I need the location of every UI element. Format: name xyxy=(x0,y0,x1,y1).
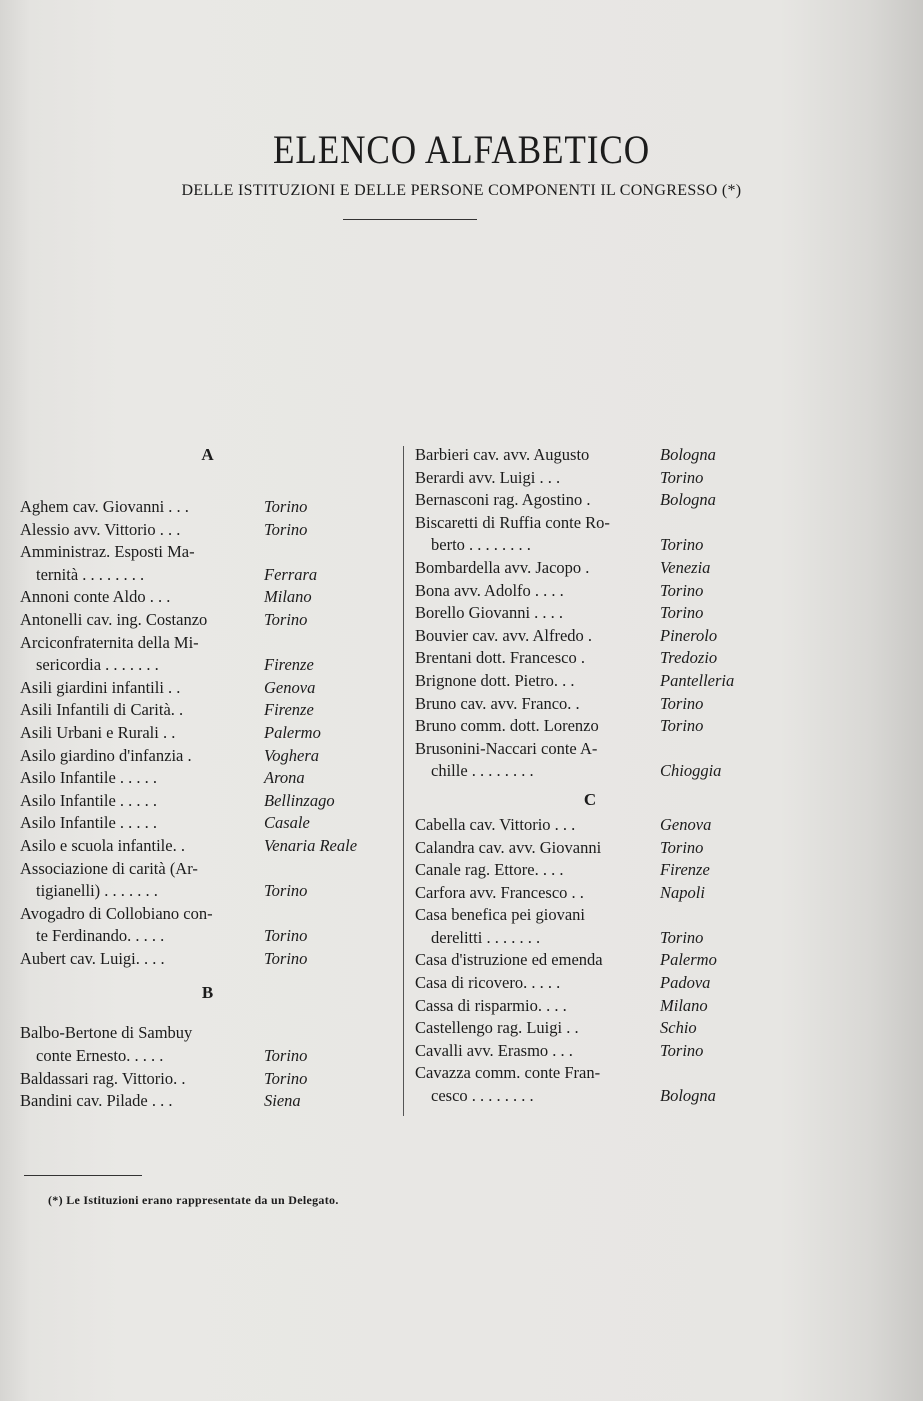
entry-name: Bona avv. Adolfo . . . . xyxy=(415,580,564,600)
entry-name: Cassa di risparmio. . . . xyxy=(415,995,567,1015)
entry-name: Arciconfraternita della Mi- xyxy=(20,632,199,652)
entry-place: Venaria Reale xyxy=(264,835,358,855)
entry-name: Asili giardini infantili . . xyxy=(20,677,181,697)
entry-name: Bernasconi rag. Agostino . xyxy=(415,490,591,510)
list-item xyxy=(415,467,765,490)
entry-place: Torino xyxy=(660,467,704,487)
entry-name: Barbieri cav. avv. Augusto xyxy=(415,445,590,464)
left-column xyxy=(20,440,395,1113)
entry-name: Casa di ricovero. . . . . xyxy=(415,973,561,993)
entry-name: Asili Urbani e Rurali . . xyxy=(20,722,176,742)
list-item xyxy=(415,760,765,783)
entry-place: Torino xyxy=(660,927,704,947)
list-item xyxy=(20,835,395,858)
list-item xyxy=(20,903,395,926)
list-item xyxy=(415,534,765,557)
entry-place: Schio xyxy=(660,1018,697,1038)
entry-place: Voghera xyxy=(264,745,319,765)
entry-place: Bellinzago xyxy=(264,790,335,810)
entry-place: Bologna xyxy=(660,490,716,510)
list-item xyxy=(415,444,765,467)
entry-place: Torino xyxy=(264,926,308,946)
footnote-rule xyxy=(24,1175,142,1176)
entry-name: Borello Giovanni . . . . xyxy=(415,603,564,623)
page-title: ELENCO ALFABETICO xyxy=(272,127,651,172)
list-item xyxy=(415,1062,765,1085)
entry-name: Associazione di carità (Ar- xyxy=(20,858,198,878)
entry-name: Avogadro di Collobiano con- xyxy=(20,903,213,923)
entry-name: Bombardella avv. Jacopo . xyxy=(415,557,590,577)
list-item xyxy=(20,790,395,813)
entry-name: Calandra cav. avv. Giovanni xyxy=(415,837,602,857)
list-item xyxy=(415,904,765,927)
entry-name: tigianelli) . . . . . . . xyxy=(36,881,158,901)
list-item xyxy=(20,519,395,542)
entry-name: Casa d'istruzione ed emenda xyxy=(415,950,603,970)
entry-place: Genova xyxy=(660,814,712,834)
entry-name: Asilo Infantile . . . . . xyxy=(20,790,158,810)
right-column xyxy=(415,444,765,1108)
list-item xyxy=(415,715,765,738)
entry-place: Arona xyxy=(264,768,305,788)
entry-name: Bruno cav. avv. Franco. . xyxy=(415,693,580,713)
entry-name: Castellengo rag. Luigi . . xyxy=(415,1018,579,1038)
entry-name: te Ferdinando. . . . . xyxy=(36,926,165,946)
page-subtitle: DELLE ISTITUZIONI E DELLE PERSONE COMPONENTI IL CONGRESSO (*) xyxy=(181,182,742,199)
list-item xyxy=(415,602,765,625)
list-item xyxy=(415,693,765,716)
entry-name: Biscaretti di Ruffia conte Ro- xyxy=(415,512,610,532)
section-letter-a: A xyxy=(201,445,214,464)
list-item xyxy=(20,1045,395,1068)
entry-name: Antonelli cav. ing. Costanzo xyxy=(20,609,208,629)
entry-place: Genova xyxy=(264,677,316,697)
list-item xyxy=(415,625,765,648)
list-item xyxy=(415,1085,765,1108)
section-letter-b: B xyxy=(201,983,214,1003)
entry-name: chille . . . . . . . . xyxy=(431,761,534,781)
entry-place: Torino xyxy=(660,535,704,555)
section-letter-c: C xyxy=(583,789,597,809)
entry-place: Napoli xyxy=(660,882,705,902)
entry-place: Padova xyxy=(660,973,711,993)
entry-name: Cavalli avv. Erasmo . . . xyxy=(415,1040,573,1060)
entry-name: Asilo e scuola infantile. . xyxy=(20,835,185,855)
entry-name: Alessio avv. Vittorio . . . xyxy=(20,519,181,539)
list-item xyxy=(20,541,395,564)
entry-place: Palermo xyxy=(660,950,717,970)
entry-place: Torino xyxy=(660,580,704,600)
list-item xyxy=(20,1090,395,1113)
list-item xyxy=(20,722,395,745)
list-item xyxy=(20,812,395,835)
entry-place: Torino xyxy=(660,693,704,713)
entry-name: Cavazza comm. conte Fran- xyxy=(415,1063,601,1083)
entry-name: Asili Infantili di Carità. . xyxy=(20,700,184,720)
list-item xyxy=(20,767,395,790)
entry-place: Torino xyxy=(264,609,308,629)
list-item xyxy=(415,995,765,1018)
entry-place: Torino xyxy=(660,603,704,623)
entry-place: Siena xyxy=(264,1091,301,1111)
entry-place: Torino xyxy=(660,837,704,857)
entry-place: Torino xyxy=(264,1068,308,1088)
entry-name: Aghem cav. Giovanni . . . xyxy=(20,497,189,516)
list-item xyxy=(20,654,395,677)
list-item xyxy=(20,632,395,655)
list-item xyxy=(20,564,395,587)
footnote: (*) Le Istituzioni erano rappresentate da un Delegato. xyxy=(48,1193,339,1207)
entry-name: derelitti . . . . . . . xyxy=(431,927,541,947)
title-rule xyxy=(343,219,477,220)
entry-name: Amministraz. Esposti Ma- xyxy=(20,542,195,562)
entry-name: cesco . . . . . . . . xyxy=(431,1086,534,1106)
list-item xyxy=(415,489,765,512)
list-item xyxy=(20,699,395,722)
entry-name: Bruno comm. dott. Lorenzo xyxy=(415,716,599,736)
entry-place: Torino xyxy=(264,1046,308,1066)
list-item xyxy=(415,670,765,693)
list-item xyxy=(20,880,395,903)
list-item xyxy=(415,949,765,972)
entry-name: conte Ernesto. . . . . xyxy=(36,1046,164,1066)
list-item xyxy=(20,1022,395,1045)
entry-name: Brignone dott. Pietro. . . xyxy=(415,670,575,690)
list-item xyxy=(20,496,395,519)
entry-place: Pantelleria xyxy=(660,670,735,690)
list-item xyxy=(20,925,395,948)
list-item xyxy=(20,745,395,768)
column-divider xyxy=(403,446,404,1116)
entry-place: Ferrara xyxy=(264,564,318,584)
entry-place: Torino xyxy=(660,716,704,736)
list-item xyxy=(20,609,395,632)
list-item xyxy=(415,580,765,603)
entry-place: Venezia xyxy=(660,557,711,577)
list-item xyxy=(415,512,765,535)
entry-name: berto . . . . . . . . xyxy=(431,535,531,555)
list-item xyxy=(20,948,395,971)
entry-place: Palermo xyxy=(264,722,321,742)
list-item xyxy=(415,1017,765,1040)
entry-place: Torino xyxy=(264,519,308,539)
entry-place: Torino xyxy=(264,881,308,901)
entry-place: Firenze xyxy=(264,700,314,720)
entry-place: Casale xyxy=(264,813,310,833)
entry-name: Brentani dott. Francesco . xyxy=(415,648,585,668)
entry-place: Firenze xyxy=(660,860,710,880)
list-item xyxy=(415,647,765,670)
entry-name: Bouvier cav. avv. Alfredo . xyxy=(415,625,593,645)
list-item xyxy=(415,882,765,905)
entry-name: Casa benefica pei giovani xyxy=(415,905,585,925)
list-item xyxy=(20,677,395,700)
entry-place: Milano xyxy=(660,995,708,1015)
entry-name: Berardi avv. Luigi . . . xyxy=(415,467,561,487)
entry-place: Torino xyxy=(264,497,308,516)
entry-name: Bandini cav. Pilade . . . xyxy=(20,1091,173,1111)
entry-name: Asilo giardino d'infanzia . xyxy=(20,745,192,765)
list-item xyxy=(415,1040,765,1063)
list-item xyxy=(20,586,395,609)
entry-place: Torino xyxy=(660,1040,704,1060)
list-item xyxy=(415,837,765,860)
entry-name: Aubert cav. Luigi. . . . xyxy=(20,948,165,968)
list-item xyxy=(415,557,765,580)
list-item xyxy=(415,859,765,882)
entry-place: Milano xyxy=(264,587,312,607)
entry-name: Cabella cav. Vittorio . . . xyxy=(415,814,576,834)
list-item xyxy=(415,927,765,950)
list-item xyxy=(20,1068,395,1091)
entry-name: Asilo Infantile . . . . . xyxy=(20,768,158,788)
entry-name: Asilo Infantile . . . . . xyxy=(20,813,158,833)
entry-name: Baldassari rag. Vittorio. . xyxy=(20,1068,186,1088)
entry-name: ternità . . . . . . . . xyxy=(36,564,145,584)
entry-place: Torino xyxy=(264,948,308,968)
entry-name: Balbo-Bertone di Sambuy xyxy=(20,1023,193,1043)
entry-place: Bologna xyxy=(660,1086,716,1106)
entry-place: Bologna xyxy=(660,445,716,464)
list-item xyxy=(20,858,395,881)
list-item xyxy=(415,738,765,761)
entry-place: Chioggia xyxy=(660,761,722,781)
entry-place: Firenze xyxy=(264,655,314,675)
list-item xyxy=(415,972,765,995)
entry-place: Pinerolo xyxy=(660,625,718,645)
entry-name: Annoni conte Aldo . . . xyxy=(20,587,171,607)
entry-name: Canale rag. Ettore. . . . xyxy=(415,860,564,880)
entry-name: Carfora avv. Francesco . . xyxy=(415,882,584,902)
entry-name: sericordia . . . . . . . xyxy=(36,655,159,675)
entry-name: Brusonini-Naccari conte A- xyxy=(415,738,598,758)
list-item xyxy=(415,814,765,837)
entry-place: Tredozio xyxy=(660,648,718,668)
